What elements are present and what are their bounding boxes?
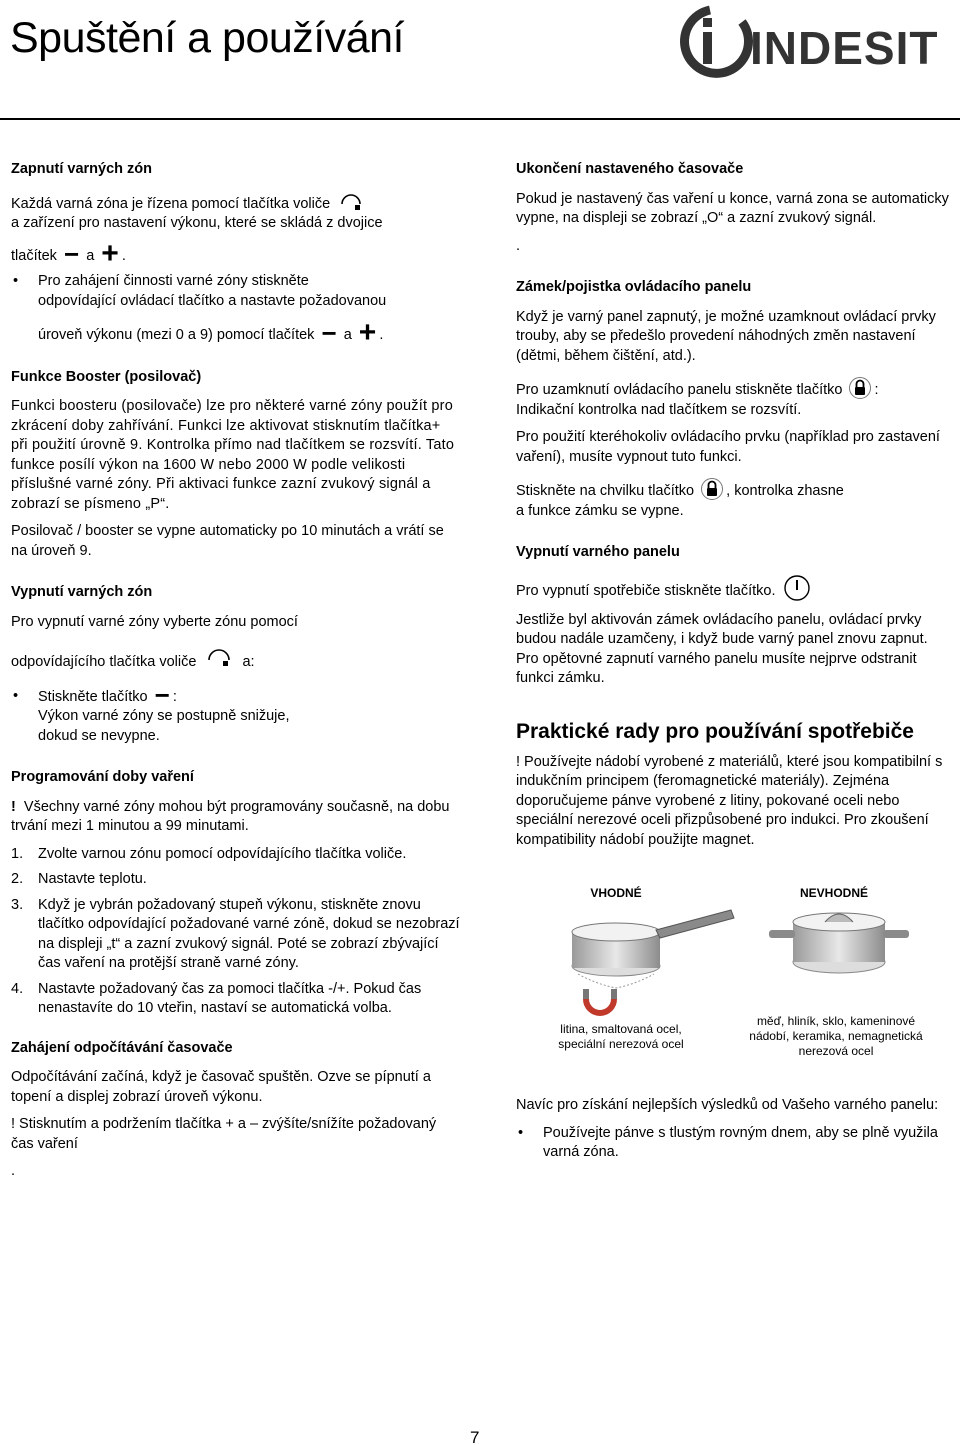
caption-suitable: litina, smaltovaná ocel, speciální nerezová ocel	[558, 1022, 684, 1051]
lock-icon	[701, 477, 723, 501]
heading-zapnuti-zon: Zapnutí varných zón	[11, 161, 152, 177]
vypnuti-text-1: Pro vypnutí varné zóny vyberte zónu pomocí	[11, 613, 298, 630]
left-column	[11, 160, 461, 1182]
plus-icon: +	[358, 316, 377, 349]
minus-icon: −	[154, 679, 170, 710]
minus-icon: −	[321, 318, 337, 348]
ukonceni-dot: .	[516, 237, 521, 254]
programovani-steps	[11, 845, 461, 1019]
list-item: 2. Nastavte teplotu.	[11, 871, 147, 887]
minus-icon: −	[63, 238, 80, 269]
cookware-illustration	[516, 864, 951, 1074]
heading-prakticke-rady: Praktické rady pro používání spotřebiče	[516, 719, 914, 743]
ukonceni-text: Pokud je nastavený čas vaření u konce, varná zona se automaticky vypne, na displeji se zobrazí „O“ a zazní zvukový signál.	[516, 190, 949, 226]
zapnuti-line-3b: a	[86, 247, 95, 264]
zamek-text-2: Pro uzamknutí ovládacího panelu stiskněte tlačítko : Indikační kontrolka nad tlačítkem se rozsvítí.	[516, 376, 951, 420]
heading-vypnuti-panelu: Vypnutí varného panelu	[516, 544, 680, 560]
list-item: 4. Nastavte požadovaný čas za pomoci tlačítka -/+. Pokud čas nenastavíte do 10 vteřin, nastaví se automatická volba.	[11, 980, 422, 1016]
zapnuti-line-3a: tlačítek	[11, 247, 57, 264]
heading-odpocitavani: Zahájení odpočítávání časovače	[11, 1039, 233, 1056]
list-item: 1. Zvolte varnou zónu pomocí odpovídajícího tlačítka voliče.	[11, 845, 407, 862]
list-item: • Používejte pánve s tlustým rovným dnem, aby se plně využila varná zóna.	[518, 1124, 938, 1160]
page-title: Spuštění a používání	[10, 14, 405, 62]
zamek-text-4: Stiskněte na chvilku tlačítko , kontrolka zhasne a funkce zámku se vypne.	[516, 477, 951, 521]
odpocitavani-text: Odpočítávání začíná, když je časovač spuštěn. Ozve se pípnutí a topení a displej zobrazí úroveň výkonu.	[11, 1069, 431, 1105]
prakticke-rady-text: ! Používejte nádobí vyrobené z materiálů, které jsou kompatibilní s indukčním principem (feromagnetické materiály). Zejména doporučujeme pánve vyrobené z litiny, pokované oceli nebo speciální nerezové oceli přizpůsobené pro indukci. Pro zkoušení kompatibility nádobí použijte magnet.	[516, 753, 943, 848]
indesit-logo	[672, 2, 952, 82]
vypnuti-panelu-text-2: Jestliže byl aktivován zámek ovládacího panelu, ovládací prvky budou nadále uzamčeny, i když bude varný panel znovu zapnut. Pro opětovné zapnutí varného panelu musíte nejprve odstranit funkci zámku.	[516, 611, 928, 686]
header-divider	[0, 118, 960, 120]
power-icon	[782, 573, 812, 603]
unsuitable-pan-icon	[761, 904, 946, 1019]
vypnuti-text-2: odpovídajícího tlačítka voliče a:	[11, 644, 461, 673]
zapnuti-line-1: Každá varná zóna je řízena pomocí tlačítka voliče	[11, 195, 331, 212]
list-item: 3. Když je vybrán požadovaný stupeň výkonu, stiskněte znovu tlačítko odpovídající požadované varné zóně, dokud se nezobrazí na displeji „t“ a zazní zvukový signál. Poté se zobrazí zbývající čas vaření na protější straně varné zóny.	[11, 896, 460, 971]
caption-unsuitable: měď, hliník, sklo, kameninové nádobí, keramika, nemagnetická nerezová ocel	[749, 1014, 923, 1058]
heading-programovani: Programování doby vaření	[11, 769, 194, 785]
list-item: • Pro zahájení činnosti varné zóny stiskněte odpovídající ovládací tlačítko a nastavte požadovanou úroveň výkonu (mezi 0 a 9) pomocí tlačítek − a + .	[13, 273, 387, 349]
label-suitable: VHODNÉ	[590, 886, 642, 900]
odpocitavani-note: ! Stisknutím a podržením tlačítka + a – zvýšíte/snížíte požadovaný čas vaření	[11, 1116, 437, 1152]
zamek-text-1: Když je varný panel zapnutý, je možné uzamknout ovládací prvky trouby, aby se předešlo provedení náhodných změn nastavení (dětmi, během čištění, atd.).	[516, 308, 936, 364]
heading-ukonceni: Ukončení nastaveného časovače	[516, 161, 744, 177]
odpocitavani-dot: .	[11, 1163, 16, 1179]
list-item: • Stiskněte tlačítko − : Výkon varné zóny se postupně snižuje, dokud se nevypne.	[13, 679, 290, 744]
selector-icon	[206, 644, 232, 670]
tipy-intro: Navíc pro získání nejlepších výsledků od Vašeho varného panelu:	[516, 1097, 939, 1113]
booster-auto-off: Posilovač / booster se vypne automaticky po 10 minutách a vrátí se na úroveň 9.	[11, 523, 444, 559]
zamek-text-3: Pro použití kteréhokoliv ovládacího prvku (například pro zastavení vaření), musíte vypnout tuto funkci.	[516, 429, 940, 465]
right-column	[516, 160, 951, 1163]
brand-wordmark: INDESIT	[750, 22, 939, 74]
suitable-pan-icon	[556, 904, 746, 1024]
heading-vypnuti-zon: Vypnutí varných zón	[11, 584, 153, 600]
booster-text: Funkci boosteru (posilovače) lze pro některé varné zóny použít pro zkrácení doby zahřívání. Funkci lze aktivovat stisknutím tlačítka+ při použití úrovně 9. Kontrolka přímo nad tlačítkem se rozsvítí. Tato funkce posílí výkon na 1600 W nebo 2000 W podle velikosti příslušné varné zóny. Při aktivaci funkce zazní zvukový signál a zobrazí se písmeno „P“.	[11, 398, 455, 512]
plus-icon: +	[101, 236, 119, 270]
vypnuti-panelu-text-1: Pro vypnutí spotřebiče stiskněte tlačítko.	[516, 573, 951, 603]
zapnuti-text: Každá varná zóna je řízena pomocí tlačítka voliče a zařízení pro nastavení výkonu, které se skládá z dvojice tlačítek − a + .	[11, 190, 461, 267]
label-unsuitable: NEVHODNÉ	[799, 886, 868, 900]
heading-booster: Funkce Booster (posilovač)	[11, 368, 202, 385]
zapnuti-line-2: a zařízení pro nastavení výkonu, které se skládá z dvojice	[11, 215, 383, 231]
programovani-note: ! Všechny varné zóny mohou být programovány současně, na dobu trvání mezi 1 minutou a 99 minutami.	[11, 798, 450, 834]
lock-icon	[849, 376, 871, 400]
heading-zamek: Zámek/pojistka ovládacího panelu	[516, 279, 752, 295]
page-number: 7	[470, 1428, 480, 1445]
selector-icon	[339, 190, 363, 214]
